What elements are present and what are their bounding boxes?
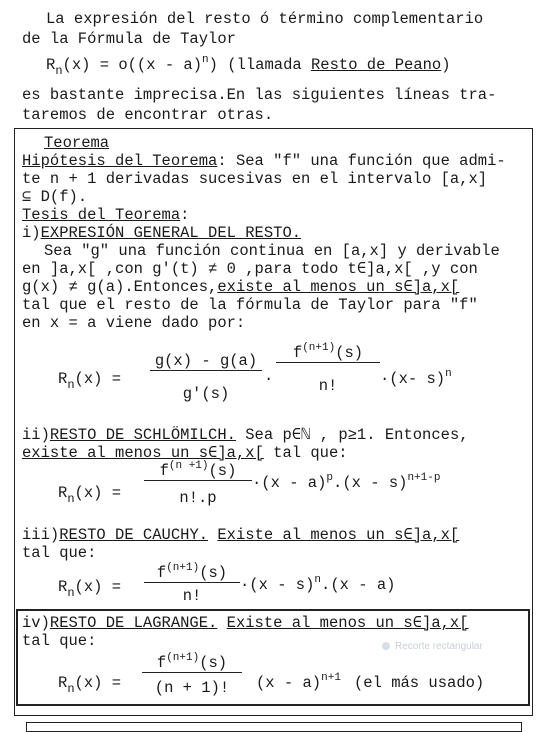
section-ii-line-2: existe al menos un s∈]a,x[ tal que: [22, 444, 348, 462]
section-iv-line-2: tal que: [22, 632, 97, 650]
intro-line-5: taremos de encontrar otras. [22, 106, 274, 124]
section-iii-line-2: tal que: [22, 544, 97, 562]
formula-i-fraction-2: $f^{(n+1)}(s)$ n! [276, 344, 380, 395]
hypothesis-line-2: te n + 1 derivadas sucesivas en el intervalo [a,x] [22, 170, 488, 188]
formula-i-lhs: $R_n(x)$ = [58, 370, 122, 392]
intro-line-4: es bastante imprecisa.En las siguientes líneas tra- [22, 86, 497, 104]
peano-formula: $R_n(x) = o((x - a)^n)$ (llamada Resto de Peano) [46, 54, 451, 78]
formula-ii-lhs: $R_n(x)$ = [58, 484, 122, 506]
section-i-line-4: tal que el resto de la fórmula de Taylor para "f" [22, 296, 478, 314]
tesis-label: Tesis del Teorema: [22, 206, 190, 224]
theorem-title: Teorema [44, 134, 110, 152]
section-i-line-1: Sea "g" una función continua en [a,x] y derivable [44, 242, 500, 260]
intro-line-1: La expresión del resto ó término complementario [46, 10, 484, 28]
formula-ii-fraction: $f^{(n +1)}(s)$ n!.p [144, 462, 252, 507]
intro-line-2: de la Fórmula de Taylor [22, 30, 236, 48]
formula-iv-tail: (x - a)$^{n+1}$ [256, 672, 341, 692]
formula-i-dot: · [264, 370, 274, 388]
section-ii-title: ii)RESTO DE SCHLÖMILCH. Sea p∈ℕ , p≥1. Entonces, [22, 426, 469, 444]
section-i-title: i)EXPRESIÓN GENERAL DEL RESTO. [22, 224, 302, 242]
formula-iii-tail: ·(x - s)$^n$.(x - a) [240, 574, 396, 594]
formula-iii-lhs: $R_n(x)$ = [58, 578, 122, 600]
section-i-line-5: en x = a viene dado por: [22, 314, 246, 332]
next-box-edge [26, 722, 522, 732]
rectangular-snip-watermark [378, 636, 538, 656]
formula-ii-tail: ·(x - a)$^p$.(x - s)$^{n+1-p}$ [252, 472, 441, 492]
formula-iv-note: (el más usado) [354, 674, 485, 692]
section-i-line-2: en ]a,x[ ,con g'(t) ≠ 0 ,para todo t∈]a,x[ ,y con [22, 260, 478, 278]
formula-i-tail: ·(x- s)$^n$ [380, 368, 452, 388]
formula-i-fraction-1: g(x) - g(a) g'(s) [150, 352, 262, 403]
section-i-line-3: g(x) ≠ g(a).Entonces,existe al menos un s∈]a,x[ [22, 278, 460, 296]
hypothesis-line-3: ⊆ D(f). [22, 188, 88, 206]
formula-iii-fraction: $f^{(n+1)}(s)$ n! [144, 564, 240, 605]
section-iii-title: iii)RESTO DE CAUCHY. Existe al menos un s∈]a,x[ [22, 526, 460, 544]
section-iv-title: iv)RESTO DE LAGRANGE. Existe al menos un s∈]a,x[ [22, 614, 469, 632]
watermark-label: Recorte rectangular [395, 640, 483, 652]
formula-iv-fraction: $f^{(n+1)}(s)$ (n + 1)! [142, 654, 242, 697]
formula-iv-lhs: $R_n(x)$ = [58, 674, 122, 696]
hypothesis-line-1: Hipótesis del Teorema: Sea "f" una función que admi- [22, 152, 506, 170]
star-icon [382, 642, 390, 650]
